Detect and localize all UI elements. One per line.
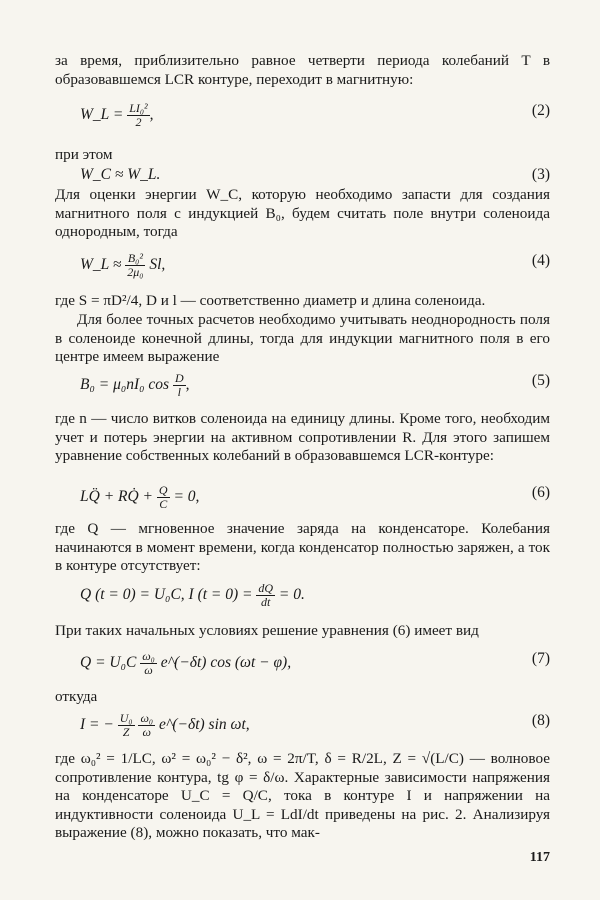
- paragraph-5: Для более точных расчетов необходимо учитывать неоднородность поля в соленоиде конечной длины, тогда для индукции магнитного поля в его центре имеем выражение: [55, 311, 550, 366]
- equation-6: LQ̈ + RQ̇ + $\frac{Q}{C}$ = 0, (6): [80, 483, 550, 511]
- paragraph-1: за время, приблизительно равное четверти периода колебаний T в образовавшемся LCR контуре, переходит в магнитную:: [55, 52, 550, 88]
- page-number: 117: [529, 850, 550, 865]
- equation-number: (7): [531, 650, 550, 667]
- equation-3: W_C ≈ W_L. (3): [80, 166, 550, 183]
- paragraph-8: При таких начальных условиях решение уравнения (6) имеет вид: [55, 622, 479, 639]
- paragraph-6: где n — число витков соленоида на единицу длины. Кроме того, необходим учет и потерь энергии на активном сопротивлении R. Для этого запишем уравнение собственных колебаний в образовавшемся LCR-контуре:: [55, 410, 550, 465]
- paragraph-2: при этом: [55, 146, 113, 163]
- paragraph-7: где Q — мгновенное значение заряда на конденсаторе. Колебания начинаются в момент времени, когда конденсатор полностью заряжен, а ток в контуре отсутствует:: [55, 520, 550, 575]
- equation-4: W_L ≈ $\frac{\text{B₀²}}{\text{2μ₀}}$ Sl, (4): [80, 251, 550, 279]
- equation-initial-conditions: Q (t = 0) = U₀C, I (t = 0) = $\frac{dQ}{dt}$ = 0.: [80, 581, 305, 609]
- equation-number: (5): [531, 372, 550, 389]
- equation-number: (8): [531, 712, 550, 729]
- equation-number: (3): [531, 166, 550, 183]
- equation-2: W_L = $\frac{\text{LI₀²}}{2}$ , (2): [80, 101, 550, 129]
- paragraph-10: где ω₀² = 1/LC, ω² = ω₀² − δ², ω = 2π/T, δ = R/2L, Z = √(L/C) — волновое сопротивление контура, tg φ = δ/ω. Характерные зависимости напряжения на конденсаторе U_C = Q/C, тока в контуре I и напряжении на индуктивности соленоида U_L = LdI/dt приведены на рис. 2. Анализируя выражение (8), можно показать, что мак-: [55, 750, 550, 842]
- equation-number: (2): [531, 102, 550, 119]
- equation-number: (4): [531, 252, 550, 269]
- equation-5: B₀ = μ₀nI₀ cos $\frac{D}{l}$ , (5): [80, 371, 550, 399]
- equation-7: Q = U₀C $\frac{\text{ω₀}}{\omega}$ e^(−δt) cos (ωt − φ), (7): [80, 649, 550, 677]
- paragraph-3: Для оценки энергии W_C, которую необходимо запасти для создания магнитного поля с индукцией B₀, будем считать поле внутри соленоида однородным, тогда: [55, 186, 550, 241]
- paragraph-4: где S = πD²/4, D и l — соответственно диаметр и длина соленоида.: [55, 292, 486, 309]
- equation-number: (6): [531, 484, 550, 501]
- equation-8: I = − $\frac{\text{U₀}}{Z}$ $\frac{\text{ω₀}}{\omega}$ e^(−δt) sin ωt, (8): [80, 711, 550, 739]
- paragraph-9: откуда: [55, 688, 98, 705]
